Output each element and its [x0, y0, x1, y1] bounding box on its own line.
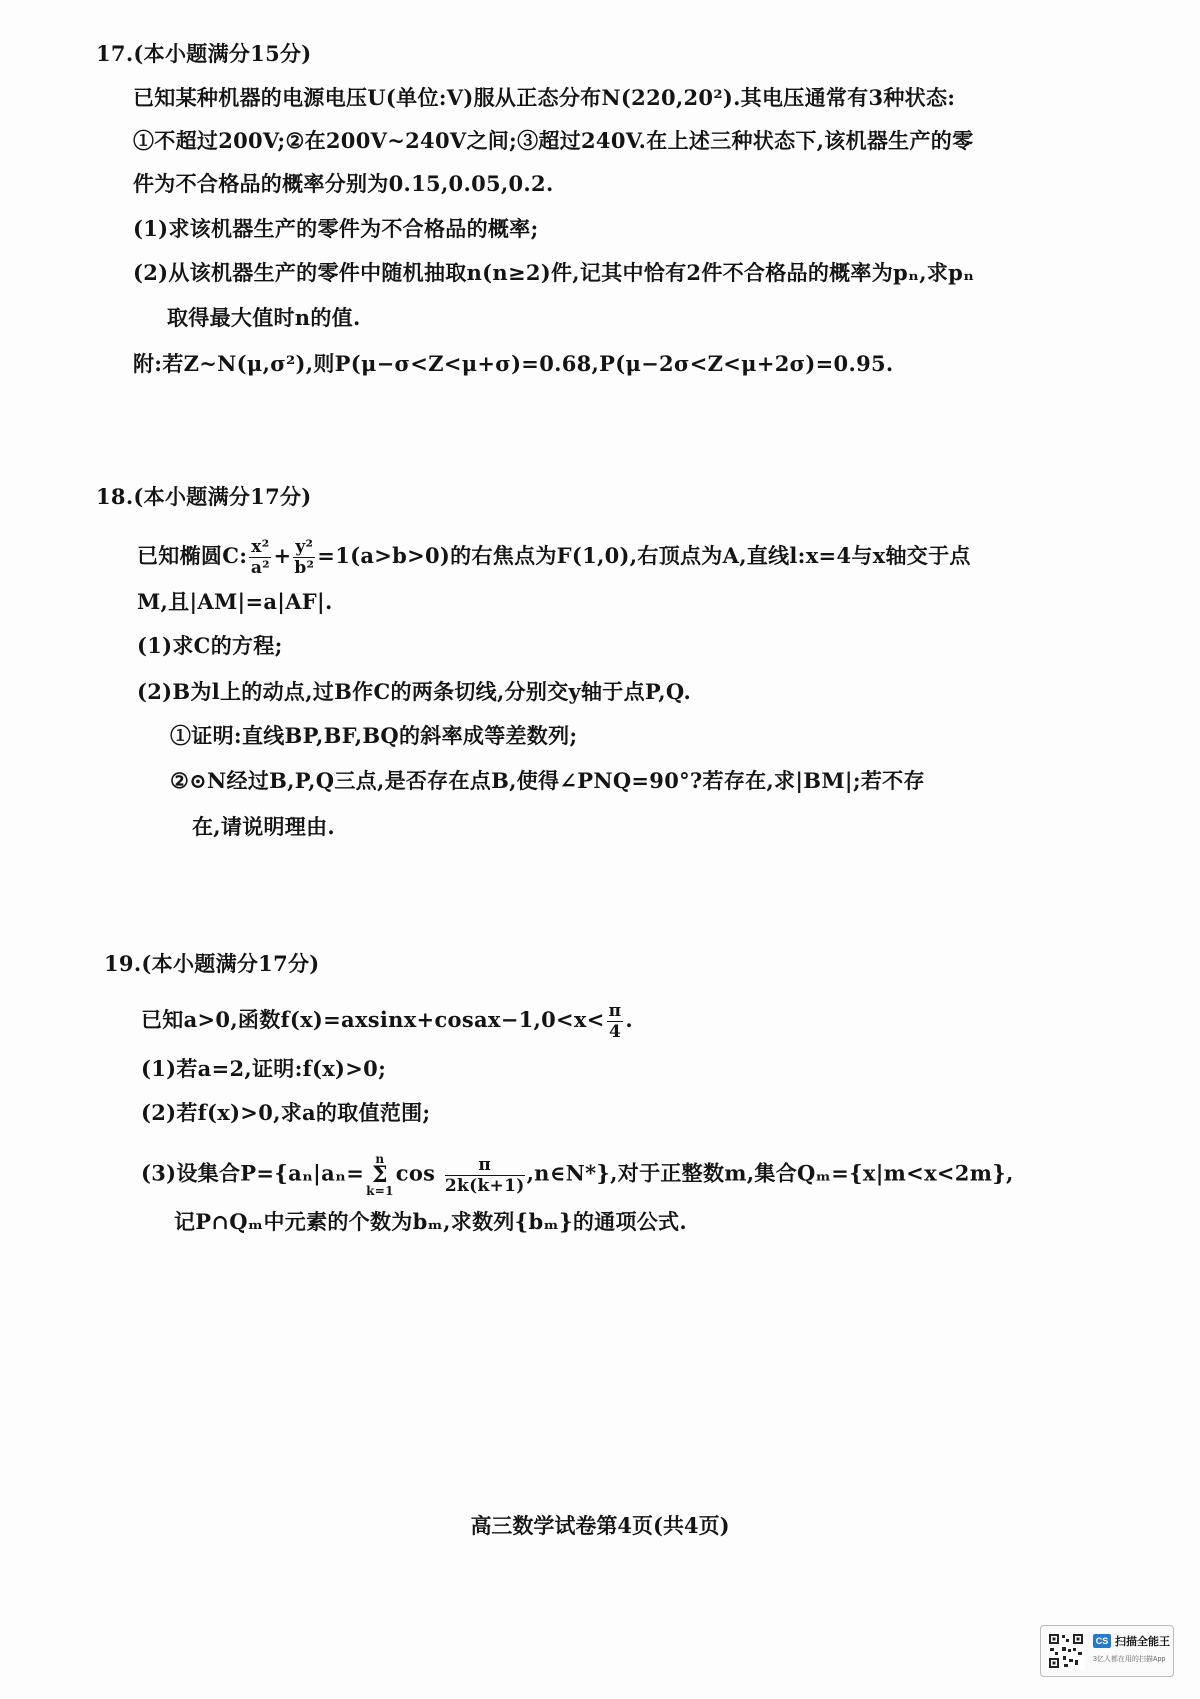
- q17-part-1: (1)求该机器生产的零件为不合格品的概率;: [133, 216, 539, 241]
- q19-part-3: [141, 1153, 1014, 1197]
- q19-part-3-pre: (3)设集合P={aₙ|aₙ=: [141, 1160, 365, 1186]
- watermark-tagline: 3亿人都在用的扫描App: [1093, 1656, 1166, 1663]
- page-footer: 高三数学试卷第4页(共4页): [470, 1513, 730, 1538]
- plus-sign: +: [273, 543, 292, 568]
- q19-part-2: (2)若f(x)>0,求a的取值范围;: [141, 1100, 431, 1125]
- sum-upper: n: [375, 1152, 385, 1166]
- q17-part-2: (2)从该机器生产的零件中随机抽取n(n≥2)件,记其中恰有2件不合格品的概率为pₙ,求pₙ: [133, 260, 975, 285]
- q19-part-3-cont: 记P∩Qₘ中元素的个数为bₘ,求数列{bₘ}的通项公式.: [174, 1209, 687, 1234]
- q18-heading: 18.(本小题满分17分): [96, 484, 312, 509]
- q17-line-2: ①不超过200V;②在200V~240V之间;③超过240V.在上述三种状态下,该机器生产的零: [133, 128, 974, 153]
- q18-line-1-post: =1(a>b>0)的右焦点为F(1,0),右顶点为A,直线l:x=4与x轴交于点: [317, 543, 971, 568]
- sigma: Σ: [372, 1162, 388, 1188]
- frac-den: 2k(k+1): [444, 1175, 525, 1196]
- q17-part-2-cont: 取得最大值时n的值.: [167, 305, 361, 330]
- q17-line-1: 已知某种机器的电源电压U(单位:V)服从正态分布N(220,20²).其电压通常有3种状态:: [133, 85, 956, 110]
- watermark-app-name: 扫描全能王: [1115, 1636, 1170, 1648]
- frac-den: b²: [294, 558, 315, 578]
- q18-line-2: M,且|AM|=a|AF|.: [137, 589, 333, 614]
- q19-line-1: [141, 1001, 633, 1042]
- q17-heading: 17.(本小题满分15分): [96, 41, 312, 66]
- q18-line-1: [137, 537, 971, 578]
- q18-part-2-sub-1: ①证明:直线BP,BF,BQ的斜率成等差数列;: [170, 723, 578, 748]
- cos-text: cos: [395, 1160, 436, 1186]
- q19-part-3-post: ,n∈N*},对于正整数m,集合Qₘ={x|m<x<2m},: [526, 1160, 1014, 1186]
- q18-part-2-sub-2: ②⊙N经过B,P,Q三点,是否存在点B,使得∠PNQ=90°?若存在,求|BM|;若不存: [170, 768, 925, 793]
- pi-over-4-fraction: [607, 1001, 624, 1042]
- frac-den: 4: [608, 1022, 622, 1042]
- camscanner-logo: CS: [1093, 1634, 1111, 1648]
- q19-line-1-pre: 已知a>0,函数f(x)=axsinx+cosax−1,0<x<: [141, 1007, 605, 1032]
- frac-num: x²: [251, 537, 270, 557]
- q19-line-1-post: .: [625, 1007, 634, 1032]
- q17-line-3: 件为不合格品的概率分别为0.15,0.05,0.2.: [133, 171, 554, 196]
- qr-code-icon: [1047, 1632, 1085, 1670]
- pi-over-2k-fraction: [445, 1155, 525, 1196]
- q17-note: 附:若Z~N(μ,σ²),则P(μ−σ<Z<μ+σ)=0.68,P(μ−2σ<Z<μ+2σ)=0.95.: [133, 351, 894, 376]
- scanner-watermark: [1040, 1625, 1174, 1677]
- q18-part-2: (2)B为l上的动点,过B作C的两条切线,分别交y轴于点P,Q.: [137, 679, 692, 704]
- x-squared-fraction: [249, 537, 271, 578]
- frac-num: π: [445, 1155, 525, 1176]
- frac-num: π: [608, 1001, 622, 1021]
- y-squared-fraction: [293, 537, 315, 578]
- q18-part-2-sub-2-cont: 在,请说明理由.: [192, 814, 336, 839]
- q18-line-1-pre: 已知椭圆C:: [137, 543, 248, 568]
- q18-part-1: (1)求C的方程;: [137, 633, 283, 658]
- frac-den: a²: [250, 558, 270, 578]
- summation-symbol: [366, 1153, 394, 1197]
- sum-lower: k=1: [366, 1184, 394, 1198]
- q19-heading: 19.(本小题满分17分): [104, 951, 320, 976]
- frac-num: y²: [295, 537, 314, 557]
- q19-part-1: (1)若a=2,证明:f(x)>0;: [141, 1056, 387, 1081]
